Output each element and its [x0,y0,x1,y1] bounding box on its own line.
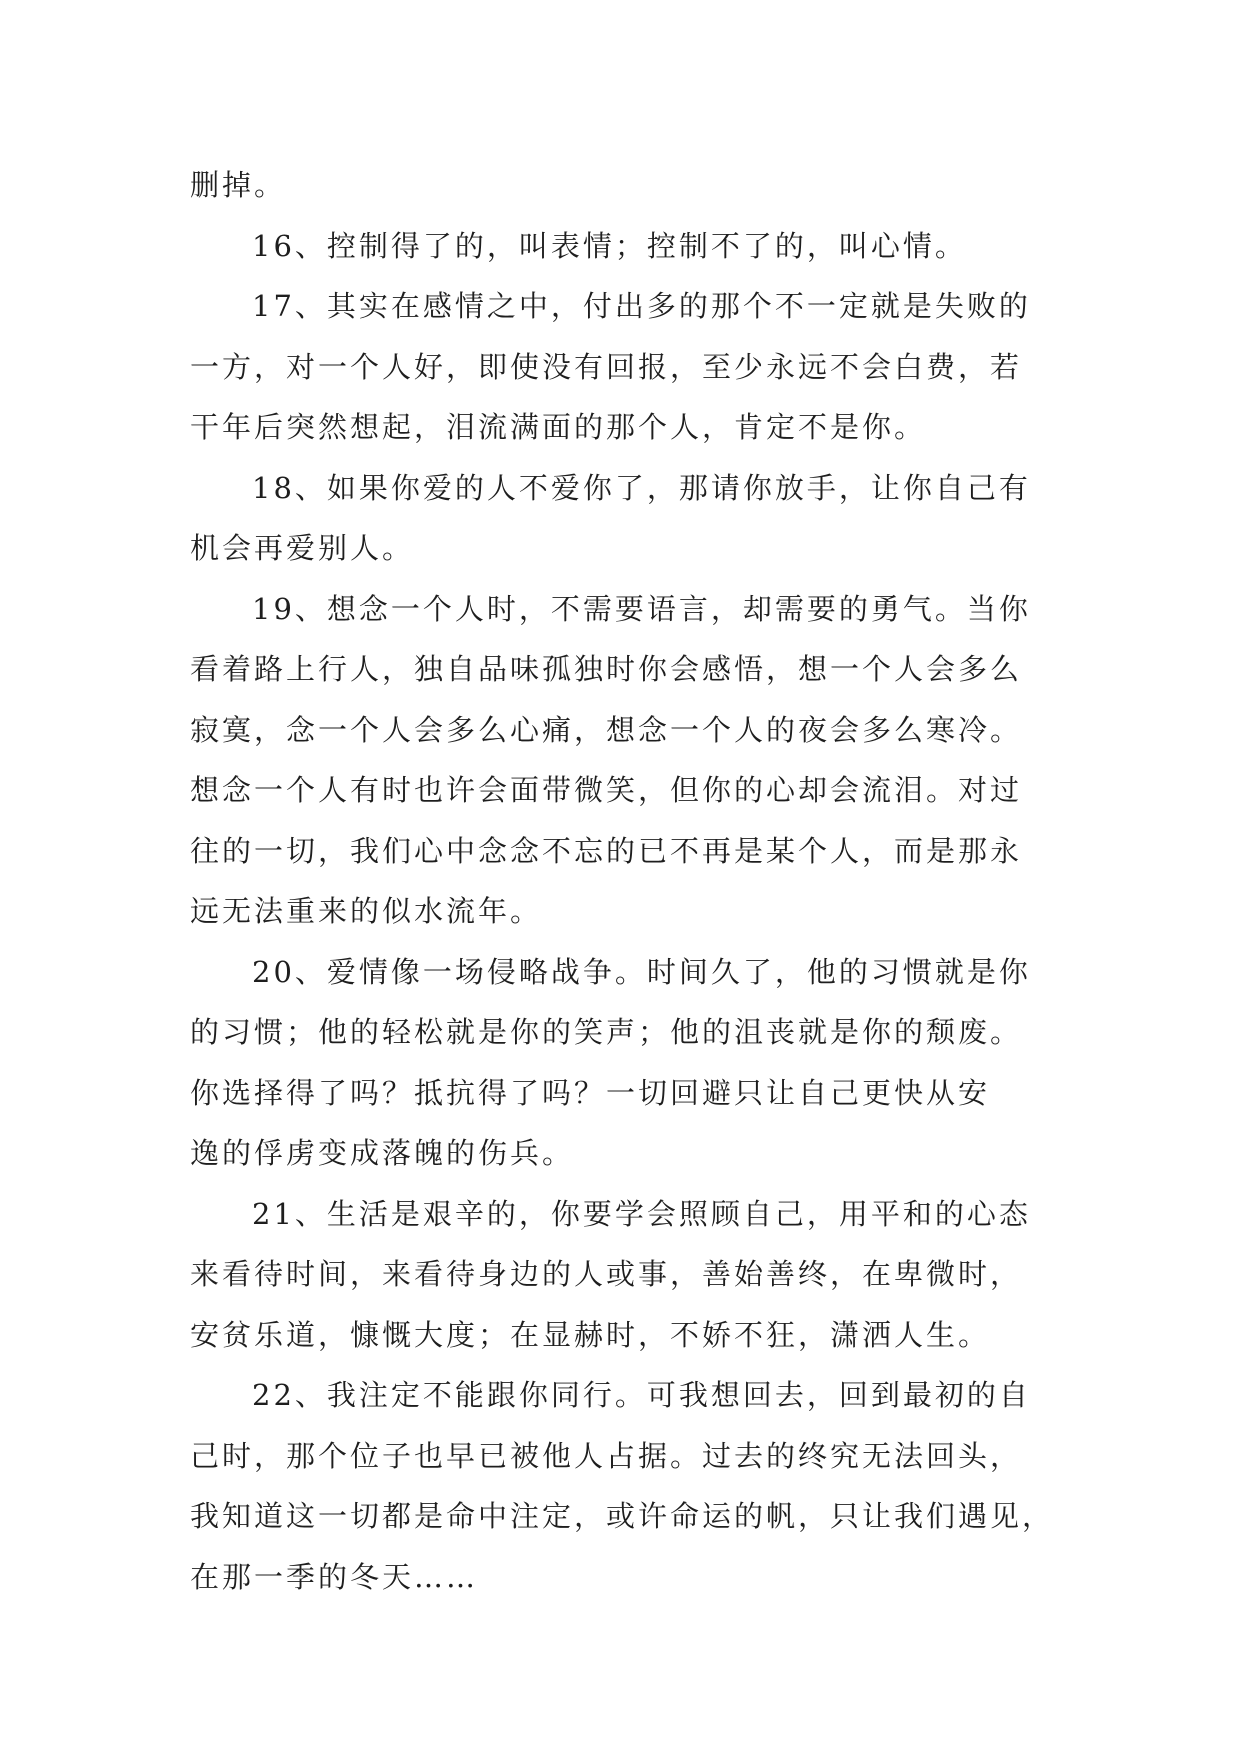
text-line: 寂寞，念一个人会多么心痛，想念一个人的夜会多么寒冷。 [190,712,1023,747]
text-line: 安贫乐道，慷慨大度；在显赫时，不娇不狂，潇洒人生。 [190,1317,991,1352]
text-line: 一方，对一个人好，即使没有回报，至少永远不会白费，若 [190,349,1023,384]
text-line: 17、其实在感情之中，付出多的那个不一定就是失败的 [252,289,1031,323]
text-line: 看着路上行人，独自品味孤独时你会感悟，想一个人会多么 [190,652,1023,686]
text-line: 来看待时间，来看待身边的人或事，善始善终，在卑微时， [190,1257,1023,1291]
text-line: 往的一切，我们心中念念不忘的已不再是某个人，而是那永 [190,833,1023,868]
text-line: 我知道这一切都是命中注定，或许命运的帆，只让我们遇见， [190,1499,1055,1533]
text-line: 己时，那个位子也早已被他人占据。过去的终究无法回头， [190,1438,1023,1473]
text-line: 19、想念一个人时，不需要语言，却需要的勇气。当你 [252,591,1031,626]
text-line: 21、生活是艰辛的，你要学会照顾自己，用平和的心态 [252,1196,1031,1231]
text-line: 18、如果你爱的人不爱你了，那请你放手，让你自己有 [252,470,1031,505]
body-text [190,155,1070,1607]
text-line: 20、爱情像一场侵略战争。时间久了，他的习惯就是你 [252,954,1031,989]
text-line: 逸的俘虏变成落魄的伤兵。 [190,1136,575,1170]
text-line: 干年后突然想起，泪流满面的那个人，肯定不是你。 [190,410,927,444]
text-line: 16、控制得了的，叫表情；控制不了的，叫心情。 [252,228,967,263]
text-line: 远无法重来的似水流年。 [190,894,543,928]
text-line: 的习惯；他的轻松就是你的笑声；他的沮丧就是你的颓废。 [190,1015,1023,1049]
text-line: 你选择得了吗？抵抗得了吗？一切回避只让自己更快从安 [190,1075,991,1110]
text-line: 机会再爱别人。 [190,531,415,565]
text-line: 22、我注定不能跟你同行。可我想回去，回到最初的自 [252,1378,1031,1412]
text-line: 想念一个人有时也许会面带微笑，但你的心却会流泪。对过 [190,773,1023,807]
text-line: 删掉。 [190,168,287,202]
text-line: 在那一季的冬天…… [190,1559,479,1594]
